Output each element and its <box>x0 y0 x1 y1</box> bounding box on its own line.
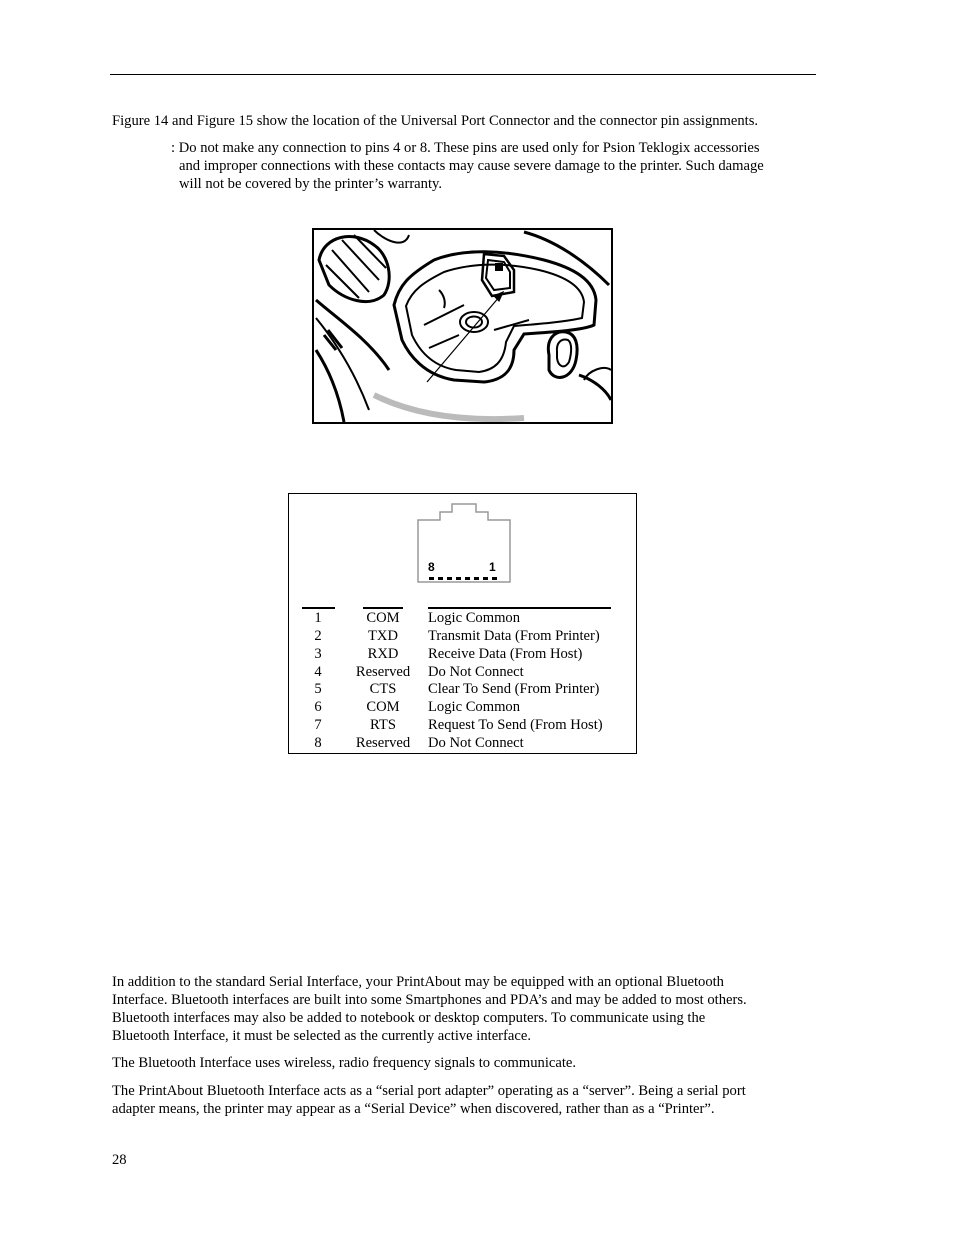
bluetooth-adapter-paragraph <box>112 1082 812 1118</box>
pin-signal: TXD <box>368 628 398 644</box>
pin-signal: COM <box>366 699 400 715</box>
pin-signal: CTS <box>369 681 397 697</box>
bluetooth-para3-line1: The PrintAbout Bluetooth Interface acts as a “serial port adapter” operating as a “server”. Being a serial port <box>112 1083 746 1099</box>
note-line-1: : Do not make any connection to pins 4 or 8. These pins are used only for Psion Teklogix accessories <box>171 140 760 156</box>
pin-number: 1 <box>314 610 322 626</box>
pin-signal: Reserved <box>355 735 411 751</box>
bluetooth-para1-line4: Bluetooth Interface, it must be selected as the currently active interface. <box>112 1028 531 1044</box>
pin-8-label: 8 <box>428 560 435 574</box>
note-line-2: and improper connections with these contacts may cause severe damage to the printer. Such damage <box>179 158 764 174</box>
bluetooth-para3-line2: adapter means, the printer may appear as a “Serial Device” when discovered, rather than as a “Printer”. <box>112 1101 715 1117</box>
pin-number: 7 <box>314 717 322 733</box>
pin-description: Logic Common <box>428 610 521 626</box>
bluetooth-wireless-paragraph: The Bluetooth Interface uses wireless, radio frequency signals to communicate. <box>112 1055 577 1071</box>
bluetooth-para1-line1: In addition to the standard Serial Interface, your PrintAbout may be equipped with an optional Bluetooth <box>112 974 724 990</box>
pin-description: Transmit Data (From Printer) <box>428 628 600 644</box>
bluetooth-intro-paragraph <box>112 973 812 1045</box>
pin-number: 5 <box>314 681 322 697</box>
pin-description: Request To Send (From Host) <box>428 717 603 733</box>
warning-note <box>171 139 821 193</box>
pin-number: 3 <box>314 646 322 662</box>
pin-signal: RTS <box>370 717 396 733</box>
pin-number: 6 <box>314 699 322 715</box>
pin-signal: COM <box>366 610 400 626</box>
pin-description: Do Not Connect <box>428 735 524 751</box>
pin-description: Clear To Send (From Printer) <box>428 681 600 697</box>
intro-paragraph: Figure 14 and Figure 15 show the location of the Universal Port Connector and the connector pin assignments. <box>112 113 759 129</box>
header-rule <box>110 74 816 75</box>
pin-1-label: 1 <box>489 560 496 574</box>
pin-number: 4 <box>314 664 322 680</box>
pin-description: Logic Common <box>428 699 521 715</box>
pin-number: 2 <box>314 628 322 644</box>
bluetooth-para1-line3: Bluetooth interfaces may also be added to notebook or desktop computers. To communicate using the <box>112 1010 706 1026</box>
bluetooth-para1-line2: Interface. Bluetooth interfaces are built into some Smartphones and PDA’s and may be added to most others. <box>112 992 747 1008</box>
connector-location-figure <box>312 228 613 424</box>
pin-signal: RXD <box>367 646 399 662</box>
pin-signal: Reserved <box>355 664 411 680</box>
note-line-3: will not be covered by the printer’s warranty. <box>179 176 443 192</box>
pin-assignment-figure <box>288 493 637 754</box>
page-number: 28 <box>112 1152 127 1168</box>
pin-number: 8 <box>314 735 322 751</box>
pin-description: Receive Data (From Host) <box>428 646 583 662</box>
printer-base-illustration <box>314 230 611 422</box>
pin-description: Do Not Connect <box>428 664 524 680</box>
